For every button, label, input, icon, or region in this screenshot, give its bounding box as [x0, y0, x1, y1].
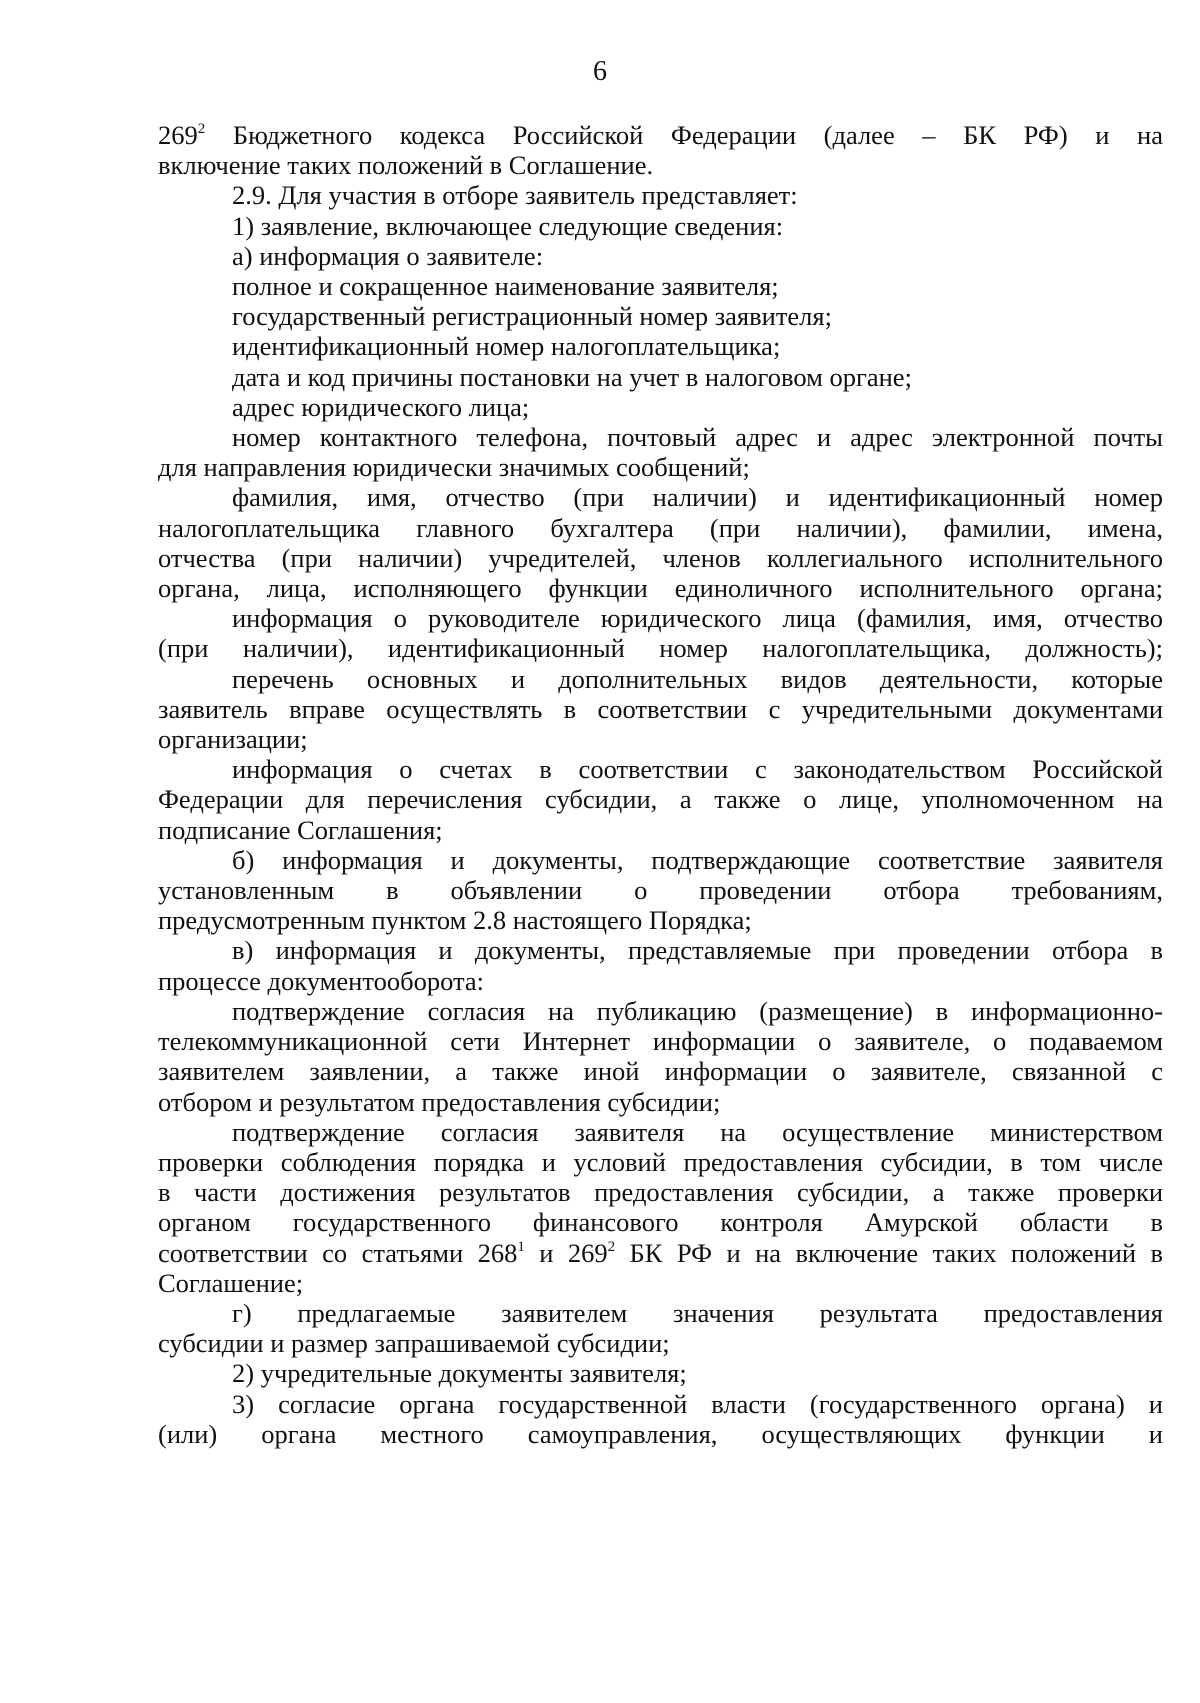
page-number: 6: [593, 56, 607, 87]
text-line: $269^2$ Бюджетного кодекса Российской Федерации (далее – БК РФ) и на: [158, 120, 1163, 150]
text-line: заявителем заявлении, а также иной информации о заявителе, связанной с: [158, 1056, 1163, 1087]
text-line: органом государственного финансового контроля Амурской области в: [158, 1207, 1163, 1238]
text-line: б) информация и документы, подтверждающие соответствие заявителя: [232, 844, 1163, 875]
text-line: телекоммуникационной сети Интернет информации о заявителе, о подаваемом: [158, 1026, 1163, 1057]
text-line: подтверждение согласия заявителя на осуществление министерством: [232, 1116, 1163, 1147]
text-line: для направления юридически значимых сообщений;: [158, 452, 750, 483]
text-line: проверки соблюдения порядка и условий предоставления субсидии, в том числе: [158, 1146, 1163, 1177]
text-line: Федерации для перечисления субсидии, а также о лице, уполномоченном на: [158, 784, 1163, 815]
text-line: (или) органа местного самоуправления, осуществляющих функции и: [158, 1418, 1163, 1449]
text-line: 1) заявление, включающее следующие сведения:: [232, 210, 784, 241]
text-line: информация о руководителе юридического лица (фамилия, имя, отчество: [232, 603, 1163, 634]
text-line: отбором и результатом предоставления субсидии;: [158, 1086, 721, 1117]
text-line: подтверждение согласия на публикацию (размещение) в информационно-: [232, 995, 1163, 1026]
text-line: установленным в объявлении о проведении отбора требованиям,: [158, 875, 1163, 906]
text-line: г) предлагаемые заявителем значения результата предоставления: [232, 1297, 1163, 1328]
text-line: подписание Соглашения;: [158, 814, 443, 845]
text-line: а) информация о заявителе:: [232, 240, 544, 271]
text-line: Соглашение;: [158, 1267, 304, 1298]
text-line: в) информация и документы, представляемые при проведении отбора в: [232, 935, 1163, 966]
text-line: дата и код причины постановки на учет в налоговом органе;: [232, 361, 912, 392]
document-body: [158, 120, 1163, 1449]
text-line: органа, лица, исполняющего функции единоличного исполнительного органа;: [158, 573, 1163, 604]
text-line: полное и сокращенное наименование заявителя;: [232, 271, 779, 302]
text-line: субсидии и размер запрашиваемой субсидии;: [158, 1328, 670, 1359]
text-line: 3) согласие органа государственной власти (государственного органа) и: [232, 1388, 1163, 1419]
text-line: 2.9. Для участия в отборе заявитель представляет:: [232, 180, 798, 211]
text-line: заявитель вправе осуществлять в соответствии с учредительными документами: [158, 693, 1163, 724]
text-line: адрес юридического лица;: [232, 391, 530, 422]
text-line: налогоплательщика главного бухгалтера (при наличии), фамилии, имена,: [158, 512, 1163, 543]
text-line: предусмотренным пунктом 2.8 настоящего Порядка;: [158, 905, 752, 936]
text-line: отчества (при наличии) учредителей, членов коллегиального исполнительного: [158, 542, 1163, 573]
text-line: перечень основных и дополнительных видов деятельности, которые: [232, 663, 1163, 694]
text-line: включение таких положений в Соглашение.: [158, 150, 654, 181]
text-line: (при наличии), идентификационный номер налогоплательщика, должность);: [158, 633, 1163, 664]
text-line: фамилия, имя, отчество (при наличии) и идентификационный номер: [232, 482, 1163, 513]
text-line: процессе документооборота:: [158, 965, 485, 996]
text-line: 2) учредительные документы заявителя;: [232, 1358, 687, 1389]
text-line: организации;: [158, 724, 308, 755]
text-line: информация о счетах в соответствии с законодательством Российской: [232, 754, 1163, 785]
text-line: номер контактного телефона, почтовый адрес и адрес электронной почты: [232, 422, 1163, 453]
text-line: идентификационный номер налогоплательщика;: [232, 331, 781, 362]
text-line: соответствии со статьями $268^1$ и $269^2$ БК РФ и на включение таких положений в: [158, 1237, 1163, 1268]
text-line: государственный регистрационный номер заявителя;: [232, 301, 832, 332]
text-line: в части достижения результатов предоставления субсидии, а также проверки: [158, 1177, 1163, 1208]
